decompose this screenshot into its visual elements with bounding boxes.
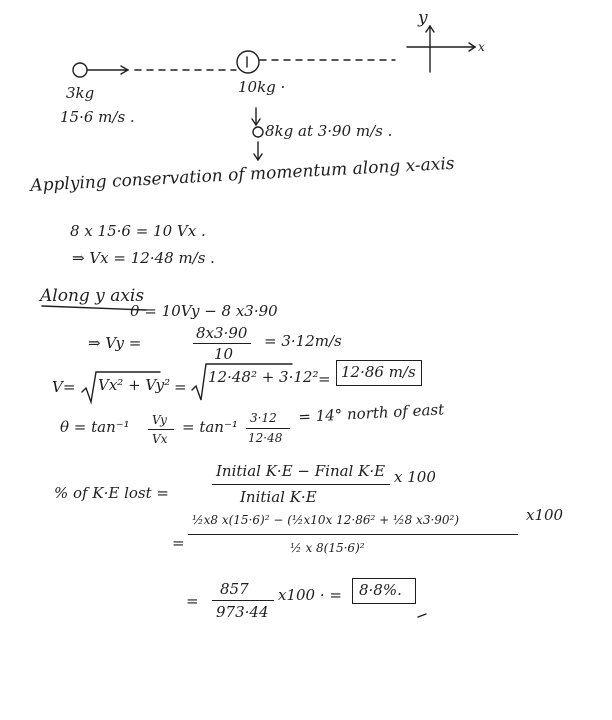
ke2-numerator: ½x8 x(15·6)² − (½x10x 12·86² + ½8 x3·90²): [192, 513, 460, 527]
v-root-1: Vx² + Vy²: [98, 376, 171, 394]
mid-mass-circle: [237, 51, 259, 73]
ke3-fraction-bar: [212, 600, 274, 601]
ke3-denominator: 973·44: [216, 603, 269, 621]
v-result: 12·86 m/s: [341, 363, 416, 381]
theta-denominator: Vx: [152, 432, 168, 446]
v-result-box: [336, 360, 422, 386]
v-root-2: 12·48² + 3·12²: [208, 368, 319, 386]
ke3-numerator: 857: [220, 580, 249, 598]
v-lhs: V=: [52, 378, 76, 396]
v-equals-1: =: [174, 378, 187, 396]
theta-numerator: Vy: [152, 413, 167, 427]
ke-multiplier: x 100: [394, 468, 436, 486]
vy-numerator: 8x3·90: [196, 324, 248, 342]
ke-result: 8·8%.: [359, 581, 402, 599]
fragment-label: 8kg at 3·90 m/s .: [265, 122, 393, 140]
mid-mass-label: 10kg ·: [238, 78, 286, 96]
ke-fraction-bar: [212, 484, 390, 485]
left-mass-circle: [73, 63, 87, 77]
vy-denominator: 10: [214, 345, 234, 363]
ke2-equals: =: [172, 534, 185, 552]
theta-fraction-bar: [148, 429, 174, 430]
y-axis-label: y: [418, 8, 428, 28]
ke-lhs: % of K·E lost =: [54, 484, 169, 502]
v-equals-2: =: [318, 370, 331, 388]
left-mass-label: 3kg: [66, 84, 95, 102]
ke2-fraction-bar: [188, 534, 518, 535]
ke-numerator: Initial K·E − Final K·E: [216, 462, 386, 480]
ke3-equals: =: [186, 592, 199, 610]
y-equation-1: 0 = 10Vy − 8 x3·90: [130, 302, 278, 320]
vy-fraction-bar: [193, 343, 251, 344]
theta-lhs: θ = tan⁻¹: [60, 418, 130, 436]
momentum-heading: Applying conservation of momentum along x-axis: [29, 153, 456, 196]
vy-lhs: ⇒ Vy =: [88, 334, 142, 352]
ke3-multiplier: x100 · =: [278, 586, 342, 604]
theta-denominator-2: 12·48: [248, 431, 283, 445]
theta-result: = 14° north of east: [297, 400, 445, 426]
ke2-denominator: ½ x 8(15·6)²: [290, 541, 365, 555]
x-equation-2: ⇒ Vx = 12·48 m/s .: [72, 249, 215, 267]
theta-equals: = tan⁻¹: [182, 418, 238, 436]
ke-result-box: [352, 578, 416, 604]
theta-fraction-bar-2: [246, 428, 290, 429]
vy-result: = 3·12m/s: [264, 332, 342, 350]
x-equation-1: 8 x 15·6 = 10 Vx .: [70, 222, 206, 240]
theta-numerator-2: 3·12: [250, 411, 277, 425]
x-axis-label: x: [478, 40, 485, 54]
y-heading: Along y axis: [40, 286, 145, 306]
ke-denominator: Initial K·E: [240, 488, 317, 506]
left-speed-label: 15·6 m/s .: [60, 108, 135, 126]
ke2-multiplier: x100: [526, 506, 564, 524]
